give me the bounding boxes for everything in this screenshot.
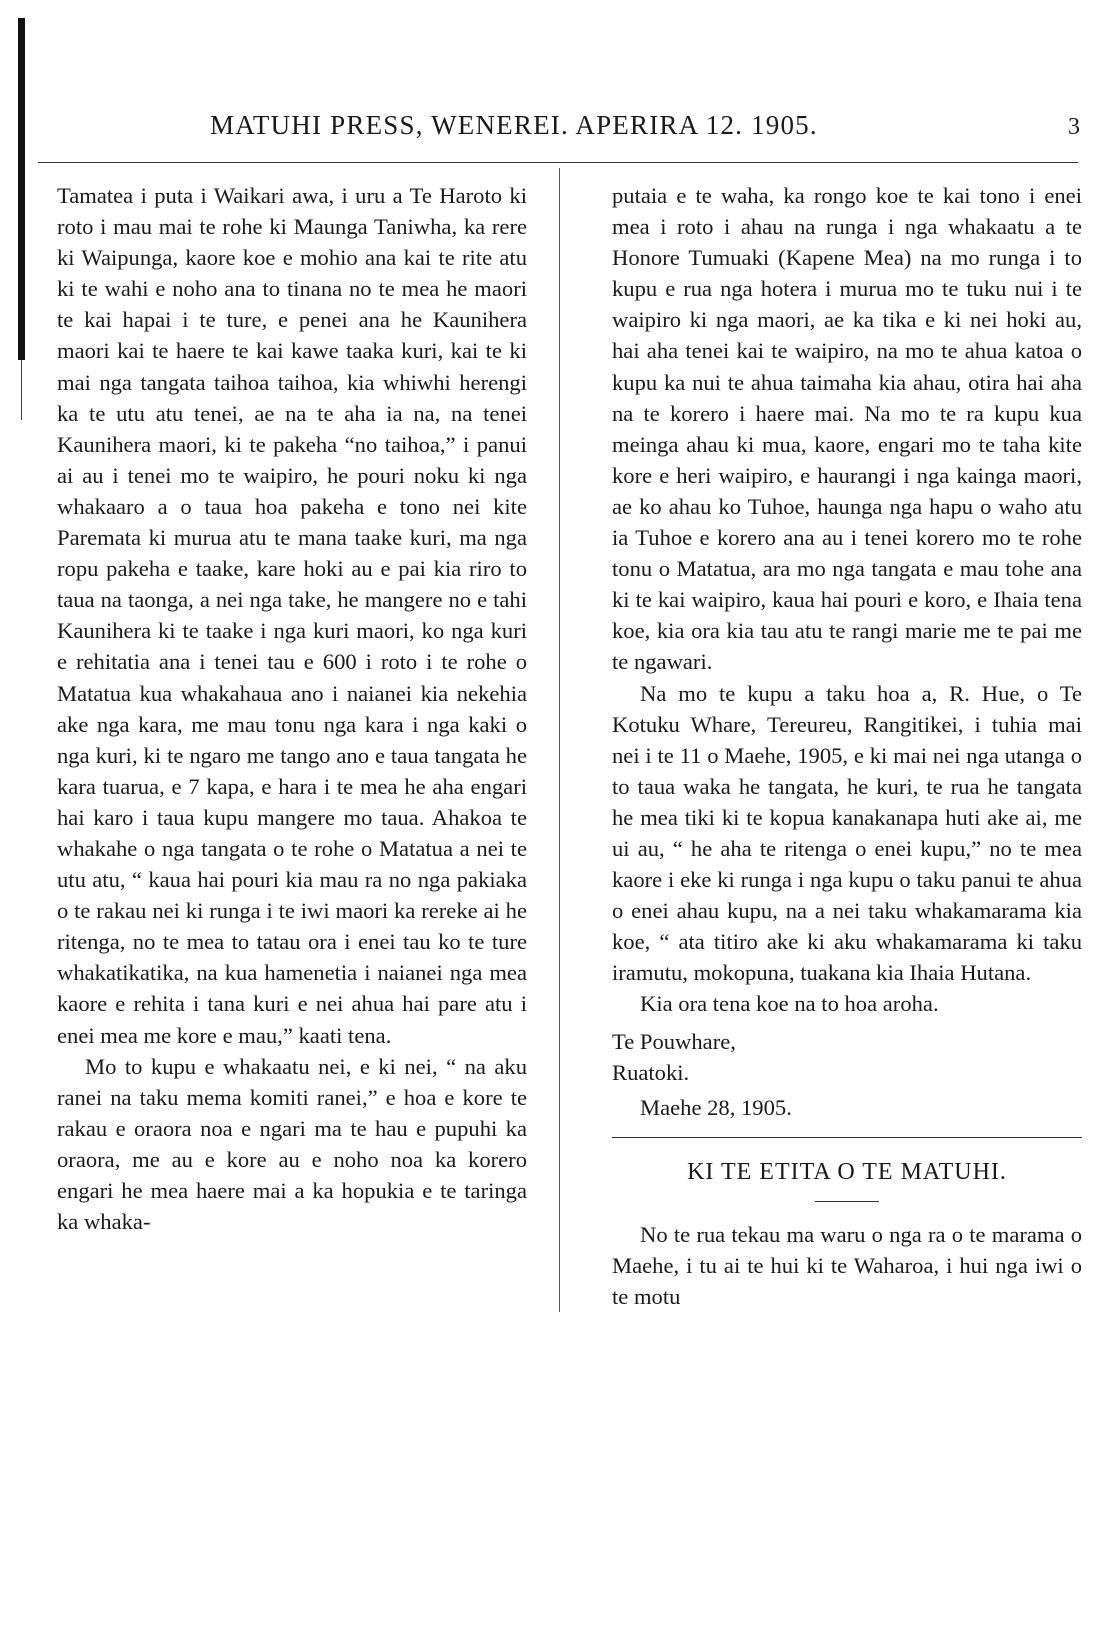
signature-name: Te Pouwhare,: [612, 1028, 736, 1054]
section-paragraph: No te rua tekau ma waru o nga ra o te marama o Maehe, i tu ai te hui ki te Waharoa, i hui nga iwi o te motu: [612, 1222, 1082, 1310]
section-title: KI TE ETITA O TE MATUHI.: [687, 1159, 1007, 1185]
right-column: [612, 180, 1082, 1123]
letter-date: Maehe 28, 1905.: [640, 1094, 792, 1120]
closing-line: Kia ora tena koe na to hoa aroha.: [640, 991, 939, 1017]
newspaper-title: MATUHI PRESS, WENEREI. APERIRA 12. 1905.: [210, 110, 818, 140]
page-number: 3: [1068, 114, 1080, 140]
left-paragraph-2: Mo to kupu e whakaatu nei, e ki nei, “ na aku ranei na taku mema komiti ranei,” e hoa e kore te rakau e oraora noa e ngari ma te hau e pupuhi ka oraora, me au e kore au e noho noa ka korero engari he mea haere mai a ka hopukia e te taringa ka whaka-: [57, 1053, 527, 1235]
signature-place: Ruatoki.: [612, 1059, 690, 1085]
column-divider: [559, 168, 560, 1312]
page-edge-bar: [18, 18, 25, 360]
left-column: [57, 180, 527, 1237]
right-paragraph-2: Na mo te kupu a taku hoa a, R. Hue, o Te Kotuku Whare, Tereureu, Rangitikei, i tuhia mai nei i te 11 o Maehe, 1905, e ki mai nei nga utanga o to taua waka he tangata, he kuri, te rua he tangata he mea tiki ki te kopua kanakanapa huti ake ai, me ui au, “ he aha te ritenga o enei kupu,” no te mea kaore i eke ki runga i nga kupu o taku panui te ahua o enei ahau kupu, na a nei taku whakamarama kia koe, “ ata titiro ake ki aku whakamarama ki taku iramutu, mokopuna, tuakana kia Ihaia Hutana.: [612, 680, 1082, 986]
section-rule: [612, 1137, 1082, 1138]
right-paragraph-1: putaia e te waha, ka rongo koe te kai tono i enei mea i roto i ahau na runga i nga whakaatu a te Honore Tumuaki (Kapene Mea) na mo runga i to kupu e rua nga hotera i murua mo te tuku nui i te waipiro ki nga maori, ae ka tika e ki nei hoki au, hai aha tenei kai te waipiro, na mo te ahua katoa o kupu ka nui te ahua taimaha kia ahau, otira hai aha na te korero i haere mai. Na mo te ra kupu kua meinga ahau ki mua, kaore, engari mo te taha kite kore e heri waipiro, e haurangi i nga kainga maori, ae ko ahau ko Tuhoe, haunga nga hapu o waho atu ia Tuhoe e korero ana au i tenei korero mo te rohe tonu o Matatua, ara mo nga tangata e mau tohe ana ki te kai waipiro, kaua hai pouri e koro, e Ihaia tena koe, kia ora kia tau atu te rangi marie me te pai me te ngawari.: [612, 183, 1082, 675]
left-paragraph-1: Tamatea i puta i Waikari awa, i uru a Te Haroto ki roto i mau mai te rohe ki Maunga Taniwha, ka rere ki Waipunga, kaore koe e mohio ana kai te rite atu ki te wahi e noho ana to tinana no te mea he maori te kai hapai i te ture, e penei ana he Kaunihera maori kai te haere te kai kawe taaka kuri, kai te ki mai nga tangata taihoa taihoa, kia whiwhi herengi ka te utu atu tenei, ae na te aha ia na, na tenei Kaunihera maori, ki te pakeha “no taihoa,” i panui ai au i tenei mo te waipiro, he pouri noku ki nga whakaaro a o taua hoa pakeha e tono nei kite Paremata ki murua atu te mana taake kuri, ma nga ropu pakeha e taake, kare hoki au e pai kia riro to taua na taonga, a nei nga take, he mangere no e tahi Kaunihera ki te taake i nga kuri maori, ko nga kuri e rehitatia ana i tenei tau e 600 i roto i te rohe o Matatua kua whakahaua ano i naianei kia nekehia ake nga kara, me mau tonu nga kara i nga kaki o nga kuri, ki te ngaro me tango ano e taua tangata he kara tuarua, e 7 kapa, e hara i te mea he aha engari hai karo i taua kupu mangere mo taua. Ahakoa te whakahe o nga tangata o te rohe o Matatua a nei te utu atu, “ kaua hai pouri kia mau ra no nga pakiaka o te rakau nei ki runga i te iwi maori ka rereke ai he ritenga, no te mea to tatau ora i enei tau ko te ture whakatikatika, na kua hamenetia i naianei nga mea kaore e rehita i tana kuri e nei ahua hai pare atu i enei mea me kore e mau,” kaati tena.: [57, 183, 527, 1048]
section-title-underline: [815, 1201, 879, 1202]
page-header: [210, 110, 1080, 150]
header-rule: [38, 162, 1078, 163]
section-body: [612, 1219, 1082, 1312]
page-edge-line: [21, 360, 22, 420]
